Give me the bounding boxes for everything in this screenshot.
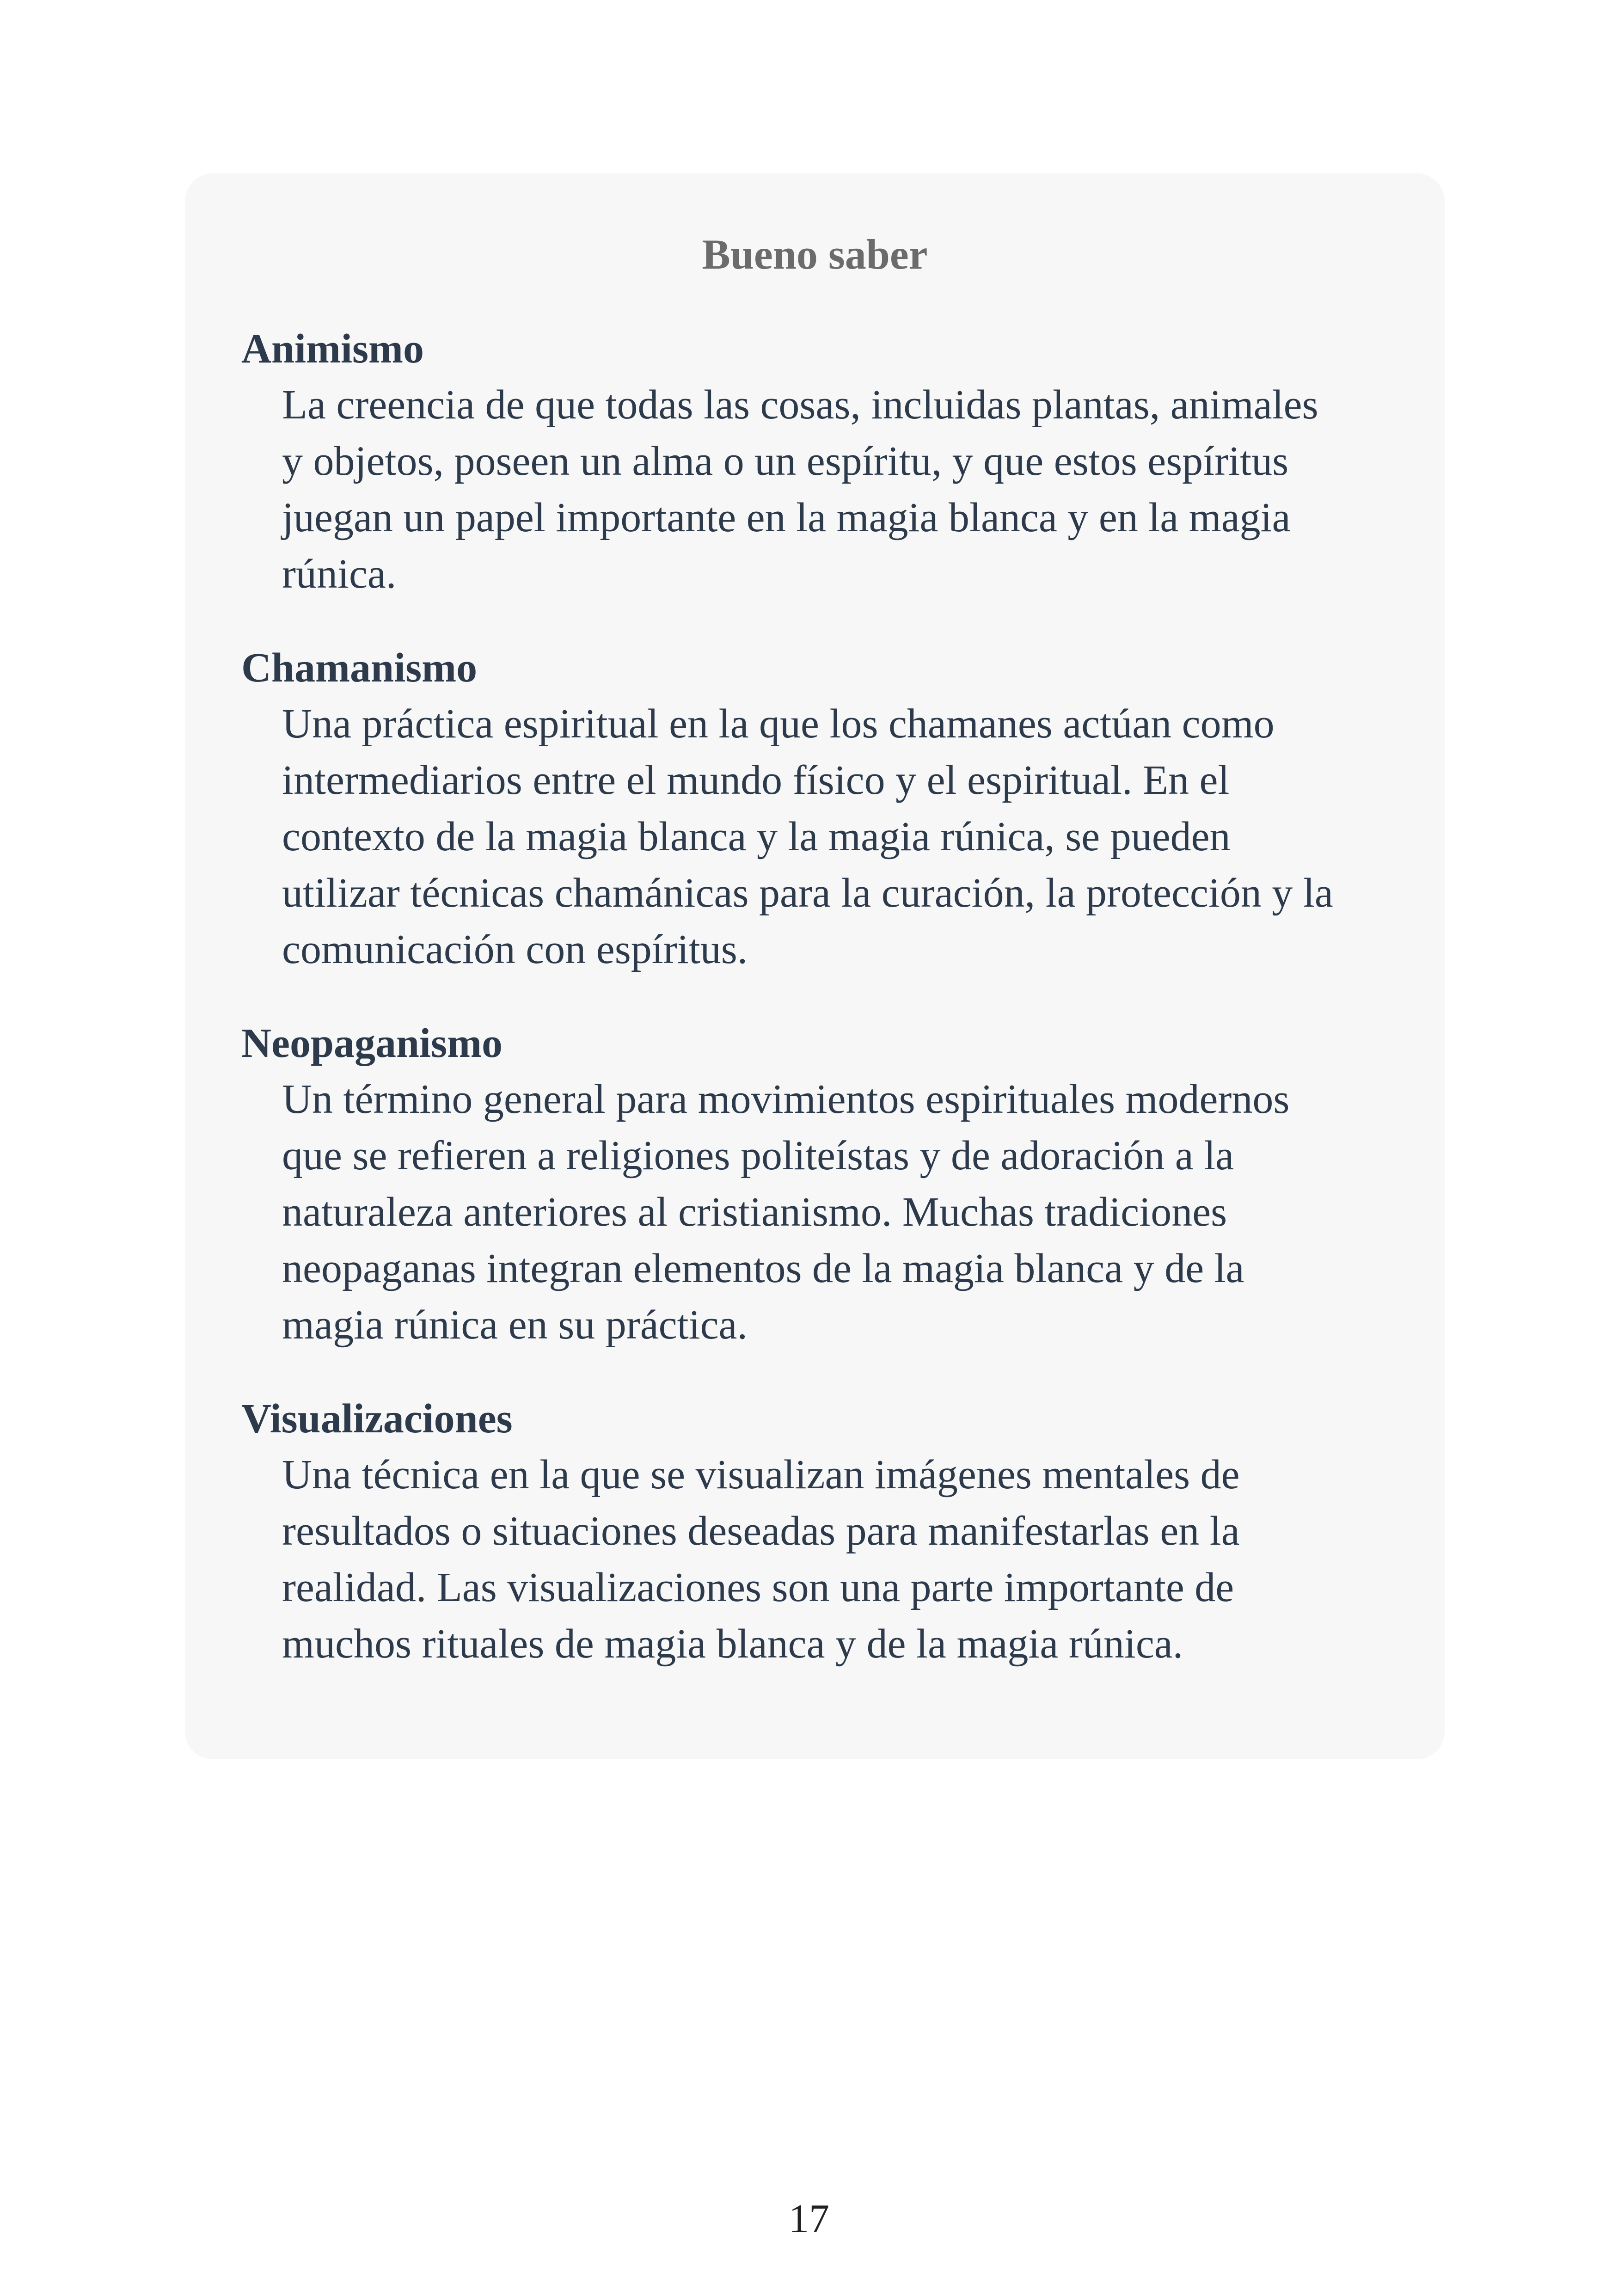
page-number: 17 bbox=[789, 2197, 829, 2241]
definition-line: resultados o situaciones deseadas para manifestarlas en la bbox=[282, 1508, 1240, 1554]
glossary-definition bbox=[241, 1071, 1383, 1353]
definition-line: y objetos, poseen un alma o un espíritu, y que estos espíritus bbox=[282, 438, 1289, 484]
definition-line: La creencia de que todas las cosas, incluidas plantas, animales bbox=[282, 382, 1318, 428]
glossary-entry-chamanismo bbox=[241, 640, 1406, 978]
definition-line: comunicación con espíritus. bbox=[282, 927, 748, 972]
definition-line: naturaleza anteriores al cristianismo. Muchas tradiciones bbox=[282, 1189, 1227, 1235]
glossary-entry-animismo bbox=[241, 321, 1406, 602]
definition-line: muchos rituales de magia blanca y de la magia rúnica. bbox=[282, 1621, 1183, 1667]
glossary-definition bbox=[241, 1447, 1383, 1672]
glossary-entry-neopaganismo bbox=[241, 1016, 1406, 1353]
definition-line: neopaganas integran elementos de la magia blanca y de la bbox=[282, 1246, 1244, 1291]
definition-line: magia rúnica en su práctica. bbox=[282, 1302, 748, 1348]
definition-line: rúnica. bbox=[282, 551, 397, 597]
definition-line: intermediarios entre el mundo físico y el espiritual. En el bbox=[282, 757, 1230, 803]
definition-line: Un término general para movimientos espirituales modernos bbox=[282, 1076, 1290, 1122]
glossary-term: Animismo bbox=[241, 326, 424, 372]
glossary-term: Neopaganismo bbox=[241, 1020, 503, 1066]
glossary-definition bbox=[241, 377, 1383, 602]
definition-line: Una técnica en la que se visualizan imágenes mentales de bbox=[282, 1452, 1240, 1498]
definition-line: Una práctica espiritual en la que los chamanes actúan como bbox=[282, 701, 1275, 747]
good-to-know-box bbox=[185, 173, 1445, 1759]
glossary-entry-visualizaciones bbox=[241, 1391, 1406, 1672]
definition-line: contexto de la magia blanca y la magia rúnica, se pueden bbox=[282, 814, 1231, 859]
glossary-term: Visualizaciones bbox=[241, 1396, 513, 1442]
definition-line: juegan un papel importante en la magia blanca y en la magia bbox=[282, 495, 1291, 540]
definition-line: utilizar técnicas chamánicas para la curación, la protección y la bbox=[282, 870, 1333, 916]
glossary-list bbox=[241, 321, 1406, 1710]
glossary-definition bbox=[241, 696, 1383, 978]
definition-line: realidad. Las visualizaciones son una parte importante de bbox=[282, 1565, 1234, 1610]
definition-line: que se refieren a religiones politeístas y de adoración a la bbox=[282, 1133, 1234, 1179]
box-title: Bueno saber bbox=[702, 231, 928, 278]
glossary-term: Chamanismo bbox=[241, 645, 478, 691]
